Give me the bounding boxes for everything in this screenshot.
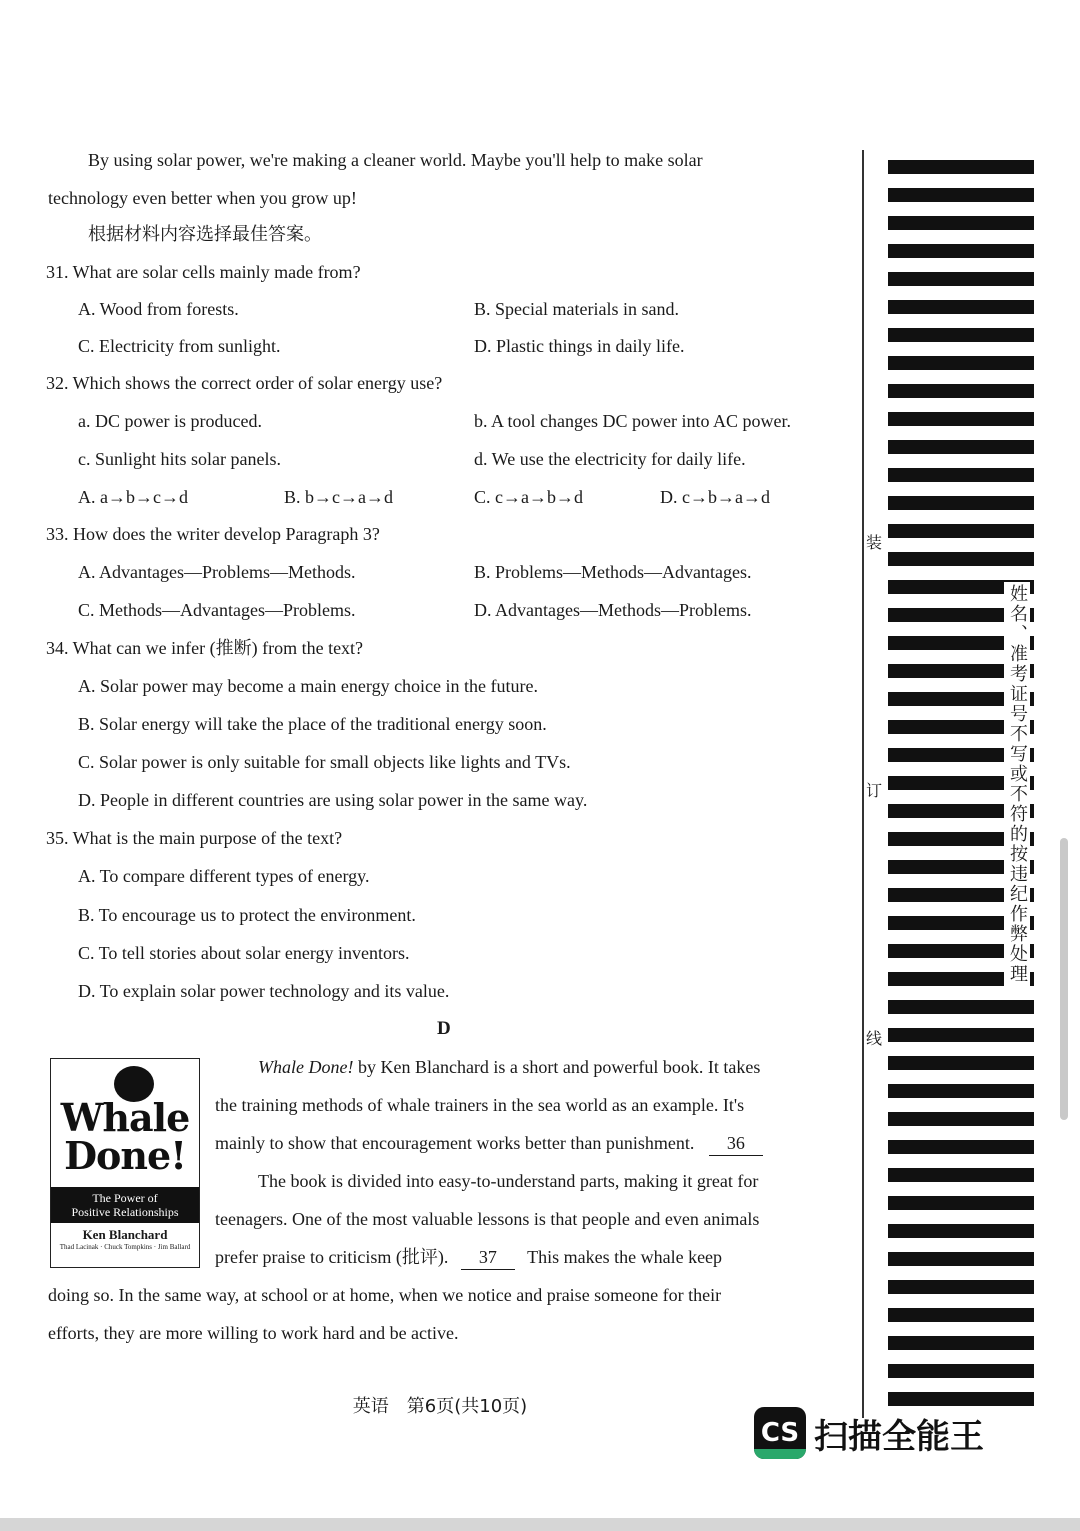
scanner-watermark bbox=[754, 1406, 984, 1460]
book-title: Whale Done! bbox=[258, 1057, 354, 1077]
binding-mark: 线 bbox=[866, 1029, 883, 1048]
option: C. Solar power is only suitable for small objects like lights and TVs. bbox=[78, 752, 571, 772]
binding-stripe bbox=[888, 1336, 1034, 1350]
passage-line: efforts, they are more willing to work hard and be active. bbox=[48, 1323, 459, 1343]
option: D. Advantages—Methods—Problems. bbox=[474, 600, 752, 620]
passage-line bbox=[215, 1131, 763, 1156]
option: B. b→c→a→d bbox=[284, 487, 393, 507]
page-footer: 英语 第6页(共10页) bbox=[352, 1396, 528, 1417]
binding-stripe bbox=[888, 1140, 1034, 1154]
answer-blank-37[interactable]: 37 bbox=[461, 1245, 515, 1270]
binding-stripe bbox=[888, 1196, 1034, 1210]
option: A. To compare different types of energy. bbox=[78, 866, 370, 886]
passage-text: prefer praise to criticism (批评). bbox=[215, 1247, 449, 1267]
binding-stripe bbox=[888, 1028, 1034, 1042]
section-heading: D bbox=[437, 1018, 451, 1039]
question-stem: 34. What can we infer (推断) from the text? bbox=[46, 638, 364, 658]
step: a. DC power is produced. bbox=[78, 411, 262, 431]
passage-line: The book is divided into easy-to-understand parts, making it great for bbox=[258, 1171, 759, 1191]
binding-stripe bbox=[888, 468, 1034, 482]
option: D. c→b→a→d bbox=[660, 487, 770, 507]
option: C. c→a→b→d bbox=[474, 487, 583, 507]
option: C. Electricity from sunlight. bbox=[78, 336, 281, 356]
passage-line bbox=[258, 1055, 760, 1079]
watermark-brand: 扫描全能王 bbox=[814, 1416, 984, 1457]
passage-line bbox=[215, 1245, 722, 1270]
cs-logo-icon bbox=[754, 1407, 806, 1459]
option: B. Special materials in sand. bbox=[474, 299, 679, 319]
option: A. Solar power may become a main energy choice in the future. bbox=[78, 676, 539, 696]
scrollbar-thumb[interactable] bbox=[1060, 838, 1068, 1120]
binding-stripe bbox=[888, 356, 1034, 370]
option: B. To encourage us to protect the environment. bbox=[78, 905, 416, 925]
binding-stripe bbox=[888, 272, 1034, 286]
cover-subtitle-band bbox=[51, 1187, 199, 1223]
cover-coauthors: Thad Lacinak · Chuck Tompkins · Jim Ballard bbox=[59, 1243, 191, 1251]
question-stem: 31. What are solar cells mainly made from? bbox=[46, 262, 361, 282]
option: A. Wood from forests. bbox=[78, 299, 239, 319]
cover-title: Done! bbox=[64, 1133, 186, 1178]
option: A. Advantages—Problems—Methods. bbox=[78, 562, 356, 582]
binding-stripe bbox=[888, 412, 1034, 426]
binding-stripe bbox=[888, 1392, 1034, 1406]
binding-stripe bbox=[888, 244, 1034, 258]
option: B. Solar energy will take the place of the traditional energy soon. bbox=[78, 714, 547, 734]
passage-line: teenagers. One of the most valuable lessons is that people and even animals bbox=[215, 1209, 760, 1229]
cover-author: Ken Blanchard bbox=[82, 1227, 168, 1242]
question-stem: 33. How does the writer develop Paragraph 3? bbox=[46, 524, 380, 544]
binding-notice: 姓名、准考证号不写或不符的按违纪作弊处理 bbox=[1004, 582, 1030, 986]
step: d. We use the electricity for daily life. bbox=[474, 449, 746, 469]
question-stem: 32. Which shows the correct order of solar energy use? bbox=[46, 373, 443, 393]
binding-stripe bbox=[888, 300, 1034, 314]
book-cover-image bbox=[50, 1058, 200, 1268]
option: D. People in different countries are using solar power in the same way. bbox=[78, 790, 588, 810]
passage-line: the training methods of whale trainers in the sea world as an example. It's bbox=[215, 1095, 745, 1115]
passage-line: By using solar power, we're making a cleaner world. Maybe you'll help to make solar bbox=[88, 150, 703, 170]
binding-mark: 装 bbox=[866, 533, 883, 552]
binding-stripe bbox=[888, 1000, 1034, 1014]
binding-stripe bbox=[888, 1224, 1034, 1238]
binding-stripe bbox=[888, 1308, 1034, 1322]
bottom-edge-bar bbox=[0, 1518, 1080, 1531]
binding-stripe bbox=[888, 1112, 1034, 1126]
cover-subtitle: Positive Relationships bbox=[71, 1205, 179, 1219]
binding-stripe bbox=[888, 1168, 1034, 1182]
binding-stripe bbox=[888, 160, 1034, 174]
binding-stripe bbox=[888, 552, 1034, 566]
answer-blank-36[interactable]: 36 bbox=[709, 1131, 763, 1156]
binding-stripe bbox=[888, 216, 1034, 230]
binding-stripe bbox=[888, 1084, 1034, 1098]
binding-stripe bbox=[888, 188, 1034, 202]
option: D. To explain solar power technology and its value. bbox=[78, 981, 450, 1001]
passage-line: doing so. In the same way, at school or at home, when we notice and praise someone for their bbox=[48, 1285, 722, 1305]
option: C. To tell stories about solar energy inventors. bbox=[78, 943, 410, 963]
binding-stripe bbox=[888, 1056, 1034, 1070]
cs-badge-text: CS bbox=[760, 1418, 800, 1448]
binding-stripe bbox=[888, 496, 1034, 510]
passage-line: technology even better when you grow up! bbox=[48, 188, 357, 208]
option: C. Methods—Advantages—Problems. bbox=[78, 600, 356, 620]
binding-line bbox=[862, 150, 864, 1418]
option: B. Problems—Methods—Advantages. bbox=[474, 562, 752, 582]
binding-stripe bbox=[888, 524, 1034, 538]
cover-subtitle: The Power of bbox=[92, 1191, 158, 1205]
cover-title: Whale bbox=[60, 1095, 190, 1140]
binding-stripe bbox=[888, 1280, 1034, 1294]
step: c. Sunlight hits solar panels. bbox=[78, 449, 281, 469]
binding-stripe bbox=[888, 1252, 1034, 1266]
instruction: 根据材料内容选择最佳答案。 bbox=[88, 224, 322, 245]
binding-mark: 订 bbox=[866, 781, 883, 800]
binding-stripe bbox=[888, 328, 1034, 342]
binding-stripe bbox=[888, 384, 1034, 398]
binding-stripe bbox=[888, 440, 1034, 454]
question-stem: 35. What is the main purpose of the text? bbox=[46, 828, 343, 848]
passage-text: This makes the whale keep bbox=[527, 1247, 723, 1267]
binding-stripe bbox=[888, 1364, 1034, 1378]
passage-text: mainly to show that encouragement works better than punishment. bbox=[215, 1133, 695, 1153]
option: A. a→b→c→d bbox=[78, 487, 188, 507]
step: b. A tool changes DC power into AC power. bbox=[474, 411, 791, 431]
option: D. Plastic things in daily life. bbox=[474, 336, 685, 356]
passage-text: by Ken Blanchard is a short and powerful book. It takes bbox=[353, 1057, 761, 1077]
